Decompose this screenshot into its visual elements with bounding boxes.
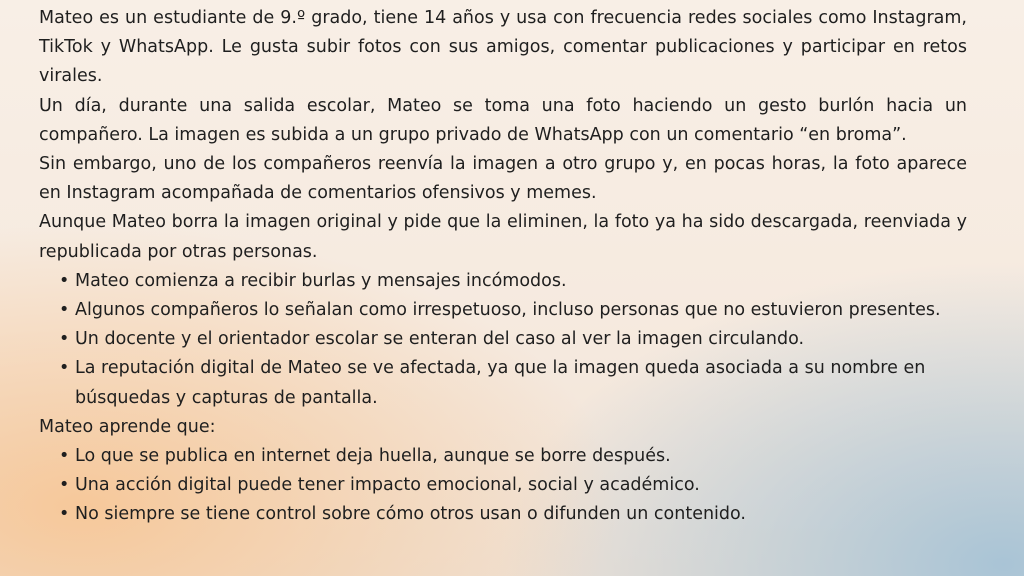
consequences-list (39, 267, 967, 413)
list-item (39, 267, 955, 296)
list-item-text: Un docente y el orientador escolar se enteran del caso al ver la imagen circulando. (75, 329, 805, 350)
bullet-icon: • (59, 270, 70, 291)
list-item (39, 442, 955, 471)
list-item-text: No siempre se tiene control sobre cómo otros usan o difunden un contenido. (75, 504, 746, 525)
list-item-text: La reputación digital de Mateo se ve afectada, ya que la imagen queda asociada a su nombre en búsquedas y capturas de pantalla. (75, 358, 926, 408)
list-item-text: Algunos compañeros lo señalan como irrespetuoso, incluso personas que no estuvieron presentes. (75, 300, 941, 321)
bullet-icon: • (59, 475, 70, 496)
list-item (39, 471, 955, 500)
paragraph-spread: Sin embargo, uno de los compañeros reenvía la imagen a otro grupo y, en pocas horas, la foto aparece en Instagram acompañada de comentarios ofensivos y memes. (39, 154, 967, 204)
bullet-icon: • (59, 329, 70, 350)
paragraph-incident: Un día, durante una salida escolar, Mateo se toma una foto haciendo un gesto burlón hacia un compañero. La imagen es subida a un grupo privado de WhatsApp con un comentario “en broma”. (39, 95, 967, 145)
bullet-icon: • (59, 504, 70, 525)
bullet-icon: • (59, 358, 70, 379)
document-body (39, 4, 967, 530)
list-item (39, 296, 955, 325)
bullet-icon: • (59, 300, 70, 321)
list-item-text: Mateo comienza a recibir burlas y mensajes incómodos. (75, 270, 567, 291)
list-item (39, 500, 955, 529)
paragraph-intro: Mateo es un estudiante de 9.º grado, tiene 14 años y usa con frecuencia redes sociales como Instagram, TikTok y WhatsApp. Le gusta subir fotos con sus amigos, comentar publicaciones y participar en retos virales. (39, 8, 967, 87)
list-item (39, 325, 955, 354)
list-item-text: Una acción digital puede tener impacto emocional, social y académico. (75, 475, 700, 496)
bullet-icon: • (59, 446, 70, 467)
lesson-intro: Mateo aprende que: (39, 416, 216, 437)
lessons-list (39, 442, 967, 530)
list-item (39, 354, 955, 412)
paragraph-deletion: Aunque Mateo borra la imagen original y pide que la eliminen, la foto ya ha sido descargada, reenviada y republicada por otras personas. (39, 212, 967, 262)
list-item-text: Lo que se publica en internet deja huella, aunque se borre después. (75, 446, 671, 467)
